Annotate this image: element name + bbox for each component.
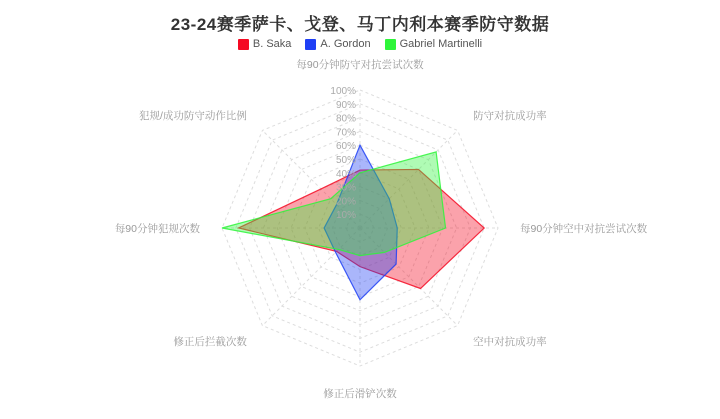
axis-label-3: 空中对抗成功率 xyxy=(473,336,547,349)
axis-label-2: 每90分钟空中对抗尝试次数 xyxy=(520,223,648,235)
radial-tick-label: 20% xyxy=(335,196,356,208)
radial-tick-label: 60% xyxy=(335,141,356,153)
radial-tick-label: 90% xyxy=(335,99,356,111)
radial-tick-label: 80% xyxy=(335,113,356,125)
radial-tick-label: 40% xyxy=(335,168,356,180)
radial-tick-label: 70% xyxy=(335,127,356,139)
radial-tick-label: 50% xyxy=(335,155,356,166)
axis-label-1: 防守对抗成功率 xyxy=(473,109,547,122)
series-area-2 xyxy=(222,152,446,256)
chart-title: 23-24赛季萨卡、戈登、马丁内利本赛季防守数据 xyxy=(170,15,550,34)
radial-tick-label: 10% xyxy=(335,210,356,222)
radial-tick-label: 30% xyxy=(335,182,356,194)
axis-label-5: 修正后拦截次数 xyxy=(173,336,247,349)
axis-label-0: 每90分钟防守对抗尝试次数 xyxy=(296,59,424,71)
legend-label-gordon: A. Gordon xyxy=(320,38,371,50)
axis-label-4: 修正后滑铲次数 xyxy=(323,388,397,400)
legend-label-saka: B. Saka xyxy=(252,38,292,50)
axis-label-6: 每90分钟犯规次数 xyxy=(114,223,200,235)
axis-label-7: 犯规/成功防守动作比例 xyxy=(138,109,247,122)
legend-label-martinelli: Gabriel Martinelli xyxy=(399,38,483,50)
radial-tick-label: 100% xyxy=(330,86,356,97)
